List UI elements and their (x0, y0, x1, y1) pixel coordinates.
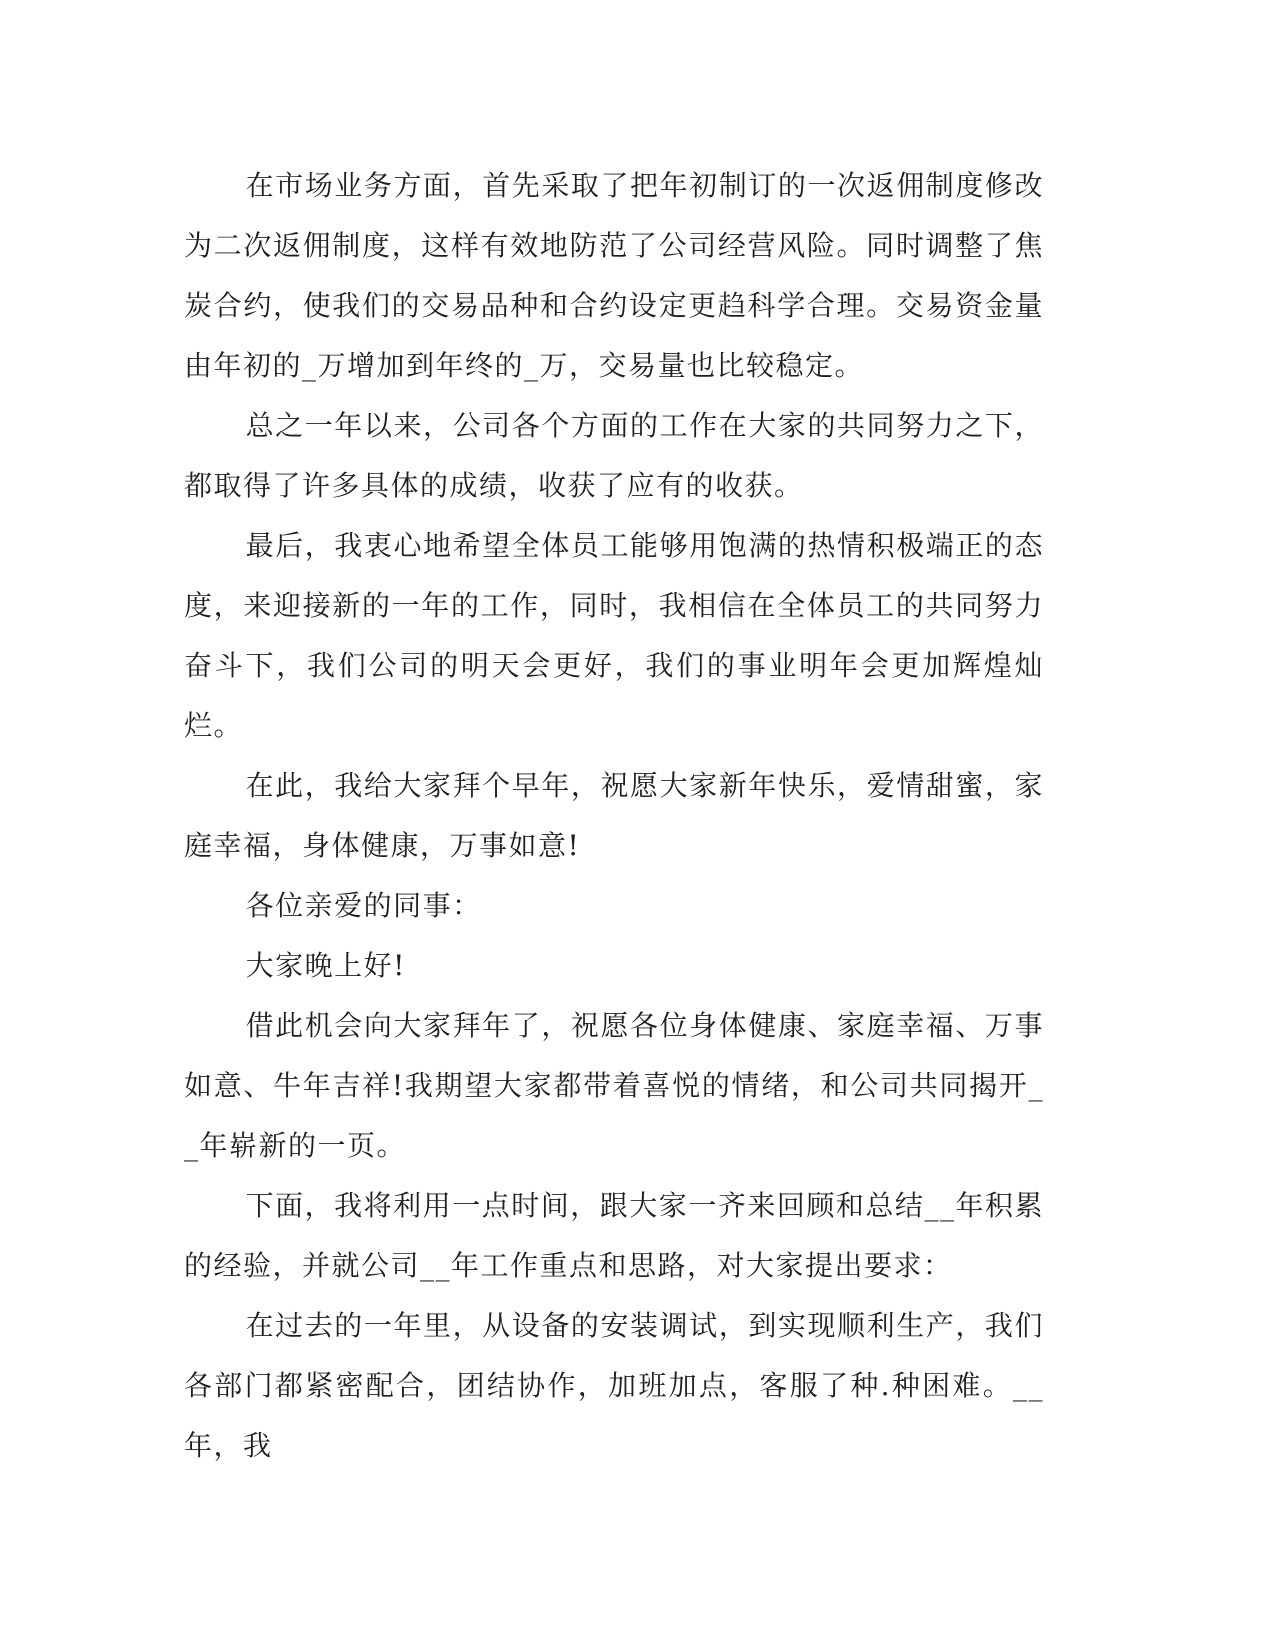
paragraph-review-intro: 下面，我将利用一点时间，跟大家一齐来回顾和总结__年积累的经验，并就公司__年工作重点和思路，对大家提出要求： (184, 1189, 1044, 1282)
paragraph-past-year: 在过去的一年里，从设备的安装调试，到实现顺利生产，我们各部门都紧密配合，团结协作，加班加点，客服了种.种困难。__年，我 (184, 1309, 1044, 1462)
paragraph-closing-hope: 最后，我衷心地希望全体员工能够用饱满的热情积极端正的态度，来迎接新的一年的工作，同时，我相信在全体员工的共同努力奋斗下，我们公司的明天会更好，我们的事业明年会更加辉煌灿烂。 (184, 529, 1044, 742)
document-body (184, 156, 1044, 1476)
paragraph-greeting: 大家晚上好! (245, 949, 406, 982)
paragraph-summary: 总之一年以来，公司各个方面的工作在大家的共同努力之下，都取得了许多具体的成绩，收获了应有的收获。 (184, 409, 1044, 502)
paragraph-blessing: 借此机会向大家拜年了，祝愿各位身体健康、家庭幸福、万事如意、牛年吉祥!我期望大家都带着喜悦的情绪，和公司共同揭开__年崭新的一页。 (184, 1009, 1044, 1162)
paragraph-salutation: 各位亲爱的同事： (245, 889, 482, 922)
paragraph-new-year-wishes: 在此，我给大家拜个早年，祝愿大家新年快乐，爱情甜蜜，家庭幸福，身体健康，万事如意! (184, 769, 1044, 862)
paragraph-market-business: 在市场业务方面，首先采取了把年初制订的一次返佣制度修改为二次返佣制度，这样有效地防范了公司经营风险。同时调整了焦炭合约，使我们的交易品种和合约设定更趋科学合理。交易资金量由年初的_万增加到年终的_万，交易量也比较稳定。 (184, 169, 1044, 382)
